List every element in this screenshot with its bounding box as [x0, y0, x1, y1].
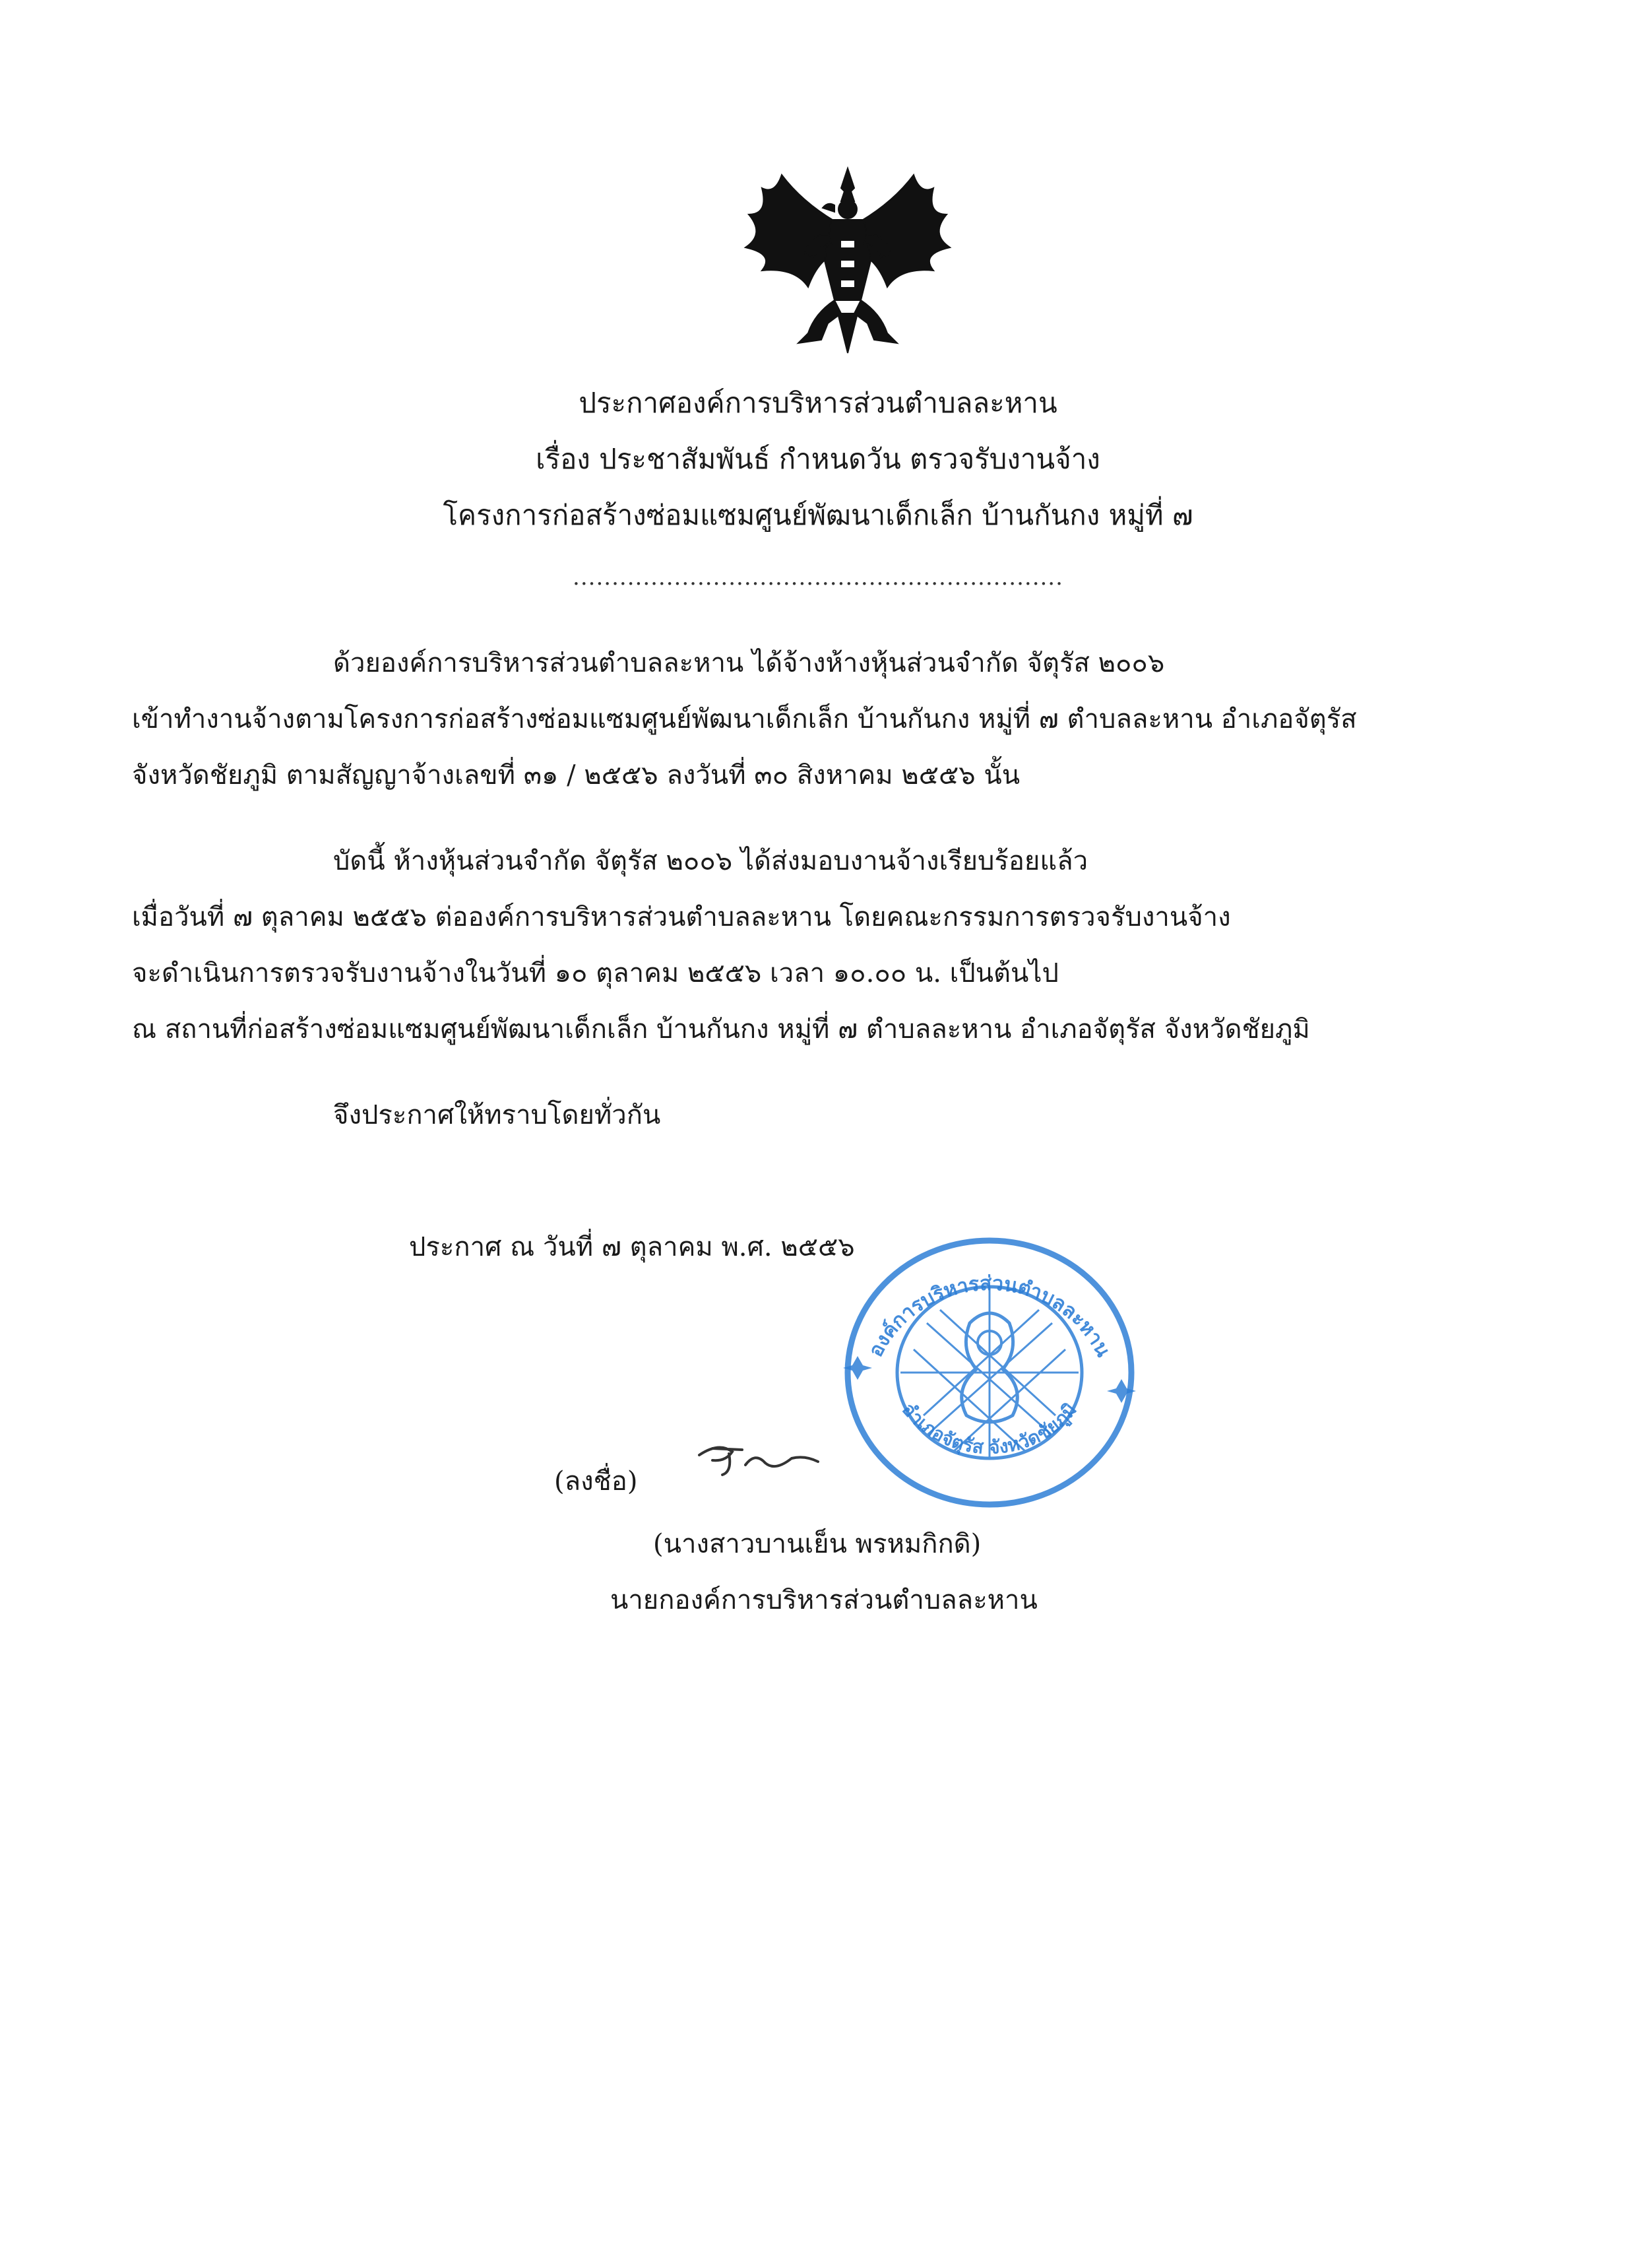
seal-text-bottom: อำเภอจัตุรัส จังหวัดชัยภูมิ — [898, 1398, 1081, 1458]
handwritten-signature — [693, 1435, 825, 1481]
paragraph-2-line-3: จะดำเนินการตรวจรับงานจ้างในวันที่ ๑๐ ตุลาคม ๒๕๕๖ เวลา ๑๐.๐๐ น. เป็นต้นไป — [132, 958, 1059, 988]
signer-name: (นางสาวบานเย็น พรหมกิกดิ) — [653, 1529, 982, 1559]
paragraph-1-line-2: เข้าทำงานจ้างตามโครงการก่อสร้างซ่อมแซมศูนย์พัฒนาเด็กเล็ก บ้านกันกง หมู่ที่ ๗ ตำบลละหาน อำเภอจัตุรัส — [132, 704, 1357, 734]
document-subject: เรื่อง ประชาสัมพันธ์ กำหนดวัน ตรวจรับงานจ้าง — [536, 443, 1100, 475]
garuda-emblem-icon — [736, 162, 960, 360]
signer-position: นายกองค์การบริหารส่วนตำบลละหาน — [610, 1585, 1038, 1615]
paragraph-2-line-1: บัดนี้ ห้างหุ้นส่วนจำกัด จัตุรัส ๒๐๐๖ ได้ส่งมอบงานจ้างเรียบร้อยแล้ว — [333, 846, 1088, 876]
seal-text-top: องค์การบริหารส่วนตำบลละหาน — [864, 1272, 1115, 1361]
paragraph-1-line-1: ด้วยองค์การบริหารส่วนตำบลละหาน ได้จ้างห้างหุ้นส่วนจำกัด จัตุรัส ๒๐๐๖ — [333, 648, 1165, 678]
title-separator: ............................................................... — [573, 564, 1063, 591]
signature-label: (ลงชื่อ) — [554, 1466, 638, 1497]
announcement-date: ประกาศ ณ วันที่ ๗ ตุลาคม พ.ศ. ๒๕๕๖ — [409, 1232, 855, 1262]
document-title: ประกาศองค์การบริหารส่วนตำบลละหาน — [579, 387, 1057, 419]
paragraph-2-line-2: เมื่อวันที่ ๗ ตุลาคม ๒๕๕๖ ต่อองค์การบริหารส่วนตำบลละหาน โดยคณะกรรมการตรวจรับงานจ้าง — [132, 902, 1231, 932]
paragraph-2-line-4: ณ สถานที่ก่อสร้างซ่อมแซมศูนย์พัฒนาเด็กเล็ก บ้านกันกง หมู่ที่ ๗ ตำบลละหาน อำเภอจัตุรัส จังหวัดชัยภูมิ — [132, 1014, 1310, 1045]
official-seal-icon — [828, 1224, 1151, 1514]
paragraph-1-line-3: จังหวัดชัยภูมิ ตามสัญญาจ้างเลขที่ ๓๑ / ๒๕๕๖ ลงวันที่ ๓๐ สิงหาคม ๒๕๕๖ นั้น — [132, 760, 1021, 791]
closing-text: จึงประกาศให้ทราบโดยทั่วกัน — [333, 1100, 661, 1130]
project-name: โครงการก่อสร้างซ่อมแซมศูนย์พัฒนาเด็กเล็ก บ้านกันกง หมู่ที่ ๗ — [443, 499, 1193, 531]
